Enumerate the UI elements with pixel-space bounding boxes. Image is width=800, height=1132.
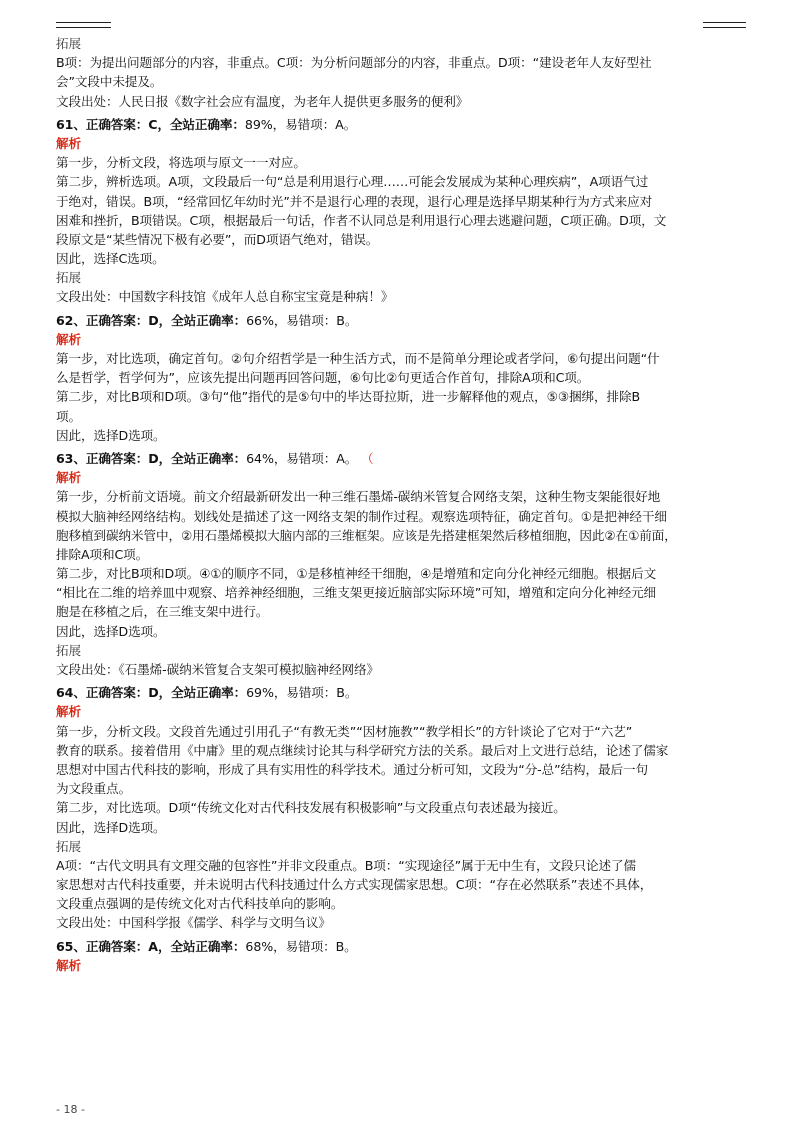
section-heading-analysis: 解析 bbox=[56, 135, 81, 151]
text-line: 家思想对古代科技重要，并未说明古代科技通过什么方式实现儒家思想。C项：“存在必然联系”表述不具体， bbox=[56, 877, 653, 893]
answer-number-label: 61、正确答案： bbox=[56, 116, 149, 132]
answer-line bbox=[56, 683, 746, 702]
annotation-mark: （ bbox=[367, 450, 374, 466]
text-line: 因此，选择D选项。 bbox=[56, 623, 166, 639]
accuracy-value: 69%，易错项：B。 bbox=[246, 685, 358, 701]
text-line: B项：为提出问题部分的内容，非重点。C项：为分析问题部分的内容，非重点。D项：“建设老年人友好型社 bbox=[56, 55, 652, 71]
text-line: 第一步，分析前文语境。前文介绍最新研发出一种三维石墨烯-碳纳米管复合网络支架，这种生物支架能很好地 bbox=[56, 489, 661, 505]
answer-number-label: 63、正确答案： bbox=[56, 450, 149, 466]
section-heading-analysis: 解析 bbox=[56, 470, 81, 486]
accuracy-label: 全站正确率： bbox=[171, 685, 247, 701]
answer-line bbox=[56, 115, 746, 134]
header-rule-right bbox=[703, 22, 746, 28]
text-line: 文段重点强调的是传统文化对古代科技单向的影响。 bbox=[56, 896, 344, 912]
accuracy-value: 89%，易错项：A。 bbox=[244, 116, 357, 132]
text-line: 胞是在移植之后，在三维支架中进行。 bbox=[56, 604, 269, 620]
answer-value: A， bbox=[148, 938, 171, 954]
text-line: 第一步，分析文段。文段首先通过引用孔子“有教无类”“因材施教”“教学相长”的方针谈论了它对于“六艺” bbox=[56, 723, 633, 739]
accuracy-label: 全站正确率： bbox=[171, 450, 247, 466]
text-line: “相比在二维的培养皿中观察、培养神经细胞，三维支架更接近脑部实际环境”可知，增殖和定向分化神经元细 bbox=[56, 585, 657, 601]
text-line: 第二步，对比B项和D项。④①的顺序不同，①是移植神经干细胞，④是增殖和定向分化神经元细胞。根据后文 bbox=[56, 566, 657, 582]
text-line: 思想对中国古代科技的影响，形成了具有实用性的科学技术。通过分析可知，文段为“分-总”结构，最后一句 bbox=[56, 761, 649, 777]
section-heading-extension: 拓展 bbox=[56, 36, 81, 51]
answer-number-label: 65、正确答案： bbox=[56, 938, 149, 954]
section-heading-analysis: 解析 bbox=[56, 957, 81, 973]
text-line: 教育的联系。接着借用《中庸》里的观点继续讨论其与科学研究方法的关系。最后对上文进行总结，论述了儒家 bbox=[56, 742, 669, 758]
answer-value: D， bbox=[148, 312, 172, 328]
accuracy-value: 68%，易错项：B。 bbox=[245, 938, 357, 954]
text-line: 因此，选择C选项。 bbox=[56, 251, 165, 267]
text-line: 因此，选择D选项。 bbox=[56, 427, 166, 443]
text-line: 第二步，对比选项。D项“传统文化对古代科技发展有积极影响”与文段重点句表述最为接近。 bbox=[56, 800, 566, 816]
answer-line bbox=[56, 937, 746, 956]
text-line: 因此，选择D选项。 bbox=[56, 819, 166, 835]
text-line: 文段出处：《石墨烯-碳纳米管复合支架可模拟脑神经网络》 bbox=[56, 662, 379, 677]
text-line: 困难和挫折，B项错误。C项，根据最后一句话，作者不认同总是利用退行心理去逃避问题，C项正确。D项，文 bbox=[56, 212, 667, 228]
accuracy-label: 全站正确率： bbox=[170, 938, 246, 954]
text-line: 排除A项和C项。 bbox=[56, 546, 149, 562]
accuracy-label: 全站正确率： bbox=[169, 116, 245, 132]
accuracy-label: 全站正确率： bbox=[171, 312, 247, 328]
text-line: 文段出处：人民日报《数字社会应有温度，为老年人提供更多服务的便利》 bbox=[56, 93, 469, 109]
text-line: 第二步，辨析选项。A项，文段最后一句“总是利用退行心理……可能会发展成为某种心理疾病”，A项语气过 bbox=[56, 174, 649, 190]
text-line: 模拟大脑神经网络结构。划线处是描述了这一网络支架的制作过程。观察选项特征，确定首句。①是把神经干细 bbox=[56, 508, 667, 524]
text-line: 第一步，分析文段，将选项与原文一一对应。 bbox=[56, 155, 306, 171]
answer-value: D， bbox=[148, 450, 172, 466]
answer-number-label: 62、正确答案： bbox=[56, 312, 149, 328]
answer-value: C， bbox=[148, 116, 170, 132]
text-line: 文段出处：中国数字科技馆《成年人总自称宝宝竟是种病！》 bbox=[56, 289, 394, 305]
text-line: 项。 bbox=[56, 408, 81, 424]
accuracy-value: 66%，易错项：B。 bbox=[246, 312, 358, 328]
text-line: 段原文是“某些情况下极有必要”，而D项语气绝对，错误。 bbox=[56, 231, 379, 247]
text-line: 为文段重点。 bbox=[56, 781, 131, 797]
text-line: A项：“古代文明具有文理交融的包容性”并非文段重点。B项：“实现途径”属于无中生有，文段只论述了儒 bbox=[56, 857, 636, 873]
text-line: 么是哲学，哲学何为”，应该先提出问题再回答问题，⑥句比②句更适合作首句，排除A项和C项。 bbox=[56, 370, 590, 386]
page-number: - 18 - bbox=[56, 1103, 85, 1116]
text-line: 于绝对，错误。B项，“经常回忆年幼时光”并不是退行心理的表现，退行心理是选择早期某种行为方式来应对 bbox=[56, 193, 653, 209]
answer-line bbox=[56, 311, 746, 330]
answer-value: D， bbox=[148, 685, 172, 701]
text-line: 第二步，对比B项和D项。③句“他”指代的是⑤句中的毕达哥拉斯，进一步解释他的观点，⑤③捆绑，排除B bbox=[56, 389, 641, 405]
text-line: 文段出处：中国科学报《儒学、科学与文明刍议》 bbox=[56, 915, 331, 931]
page-content bbox=[56, 34, 746, 975]
text-line: 胞移植到碳纳米管中，②用石墨烯模拟大脑内部的三维框架。应该是先搭建框架然后移植细胞，因此②在①前面， bbox=[56, 527, 677, 543]
header-rule-left bbox=[56, 22, 111, 28]
section-heading-extension: 拓展 bbox=[56, 642, 81, 658]
text-line: 第一步，对比选项，确定首句。②句介绍哲学是一种生活方式，而不是简单分理论或者学问，⑥句提出问题“什 bbox=[56, 351, 660, 366]
answer-number-label: 64、正确答案： bbox=[56, 685, 149, 701]
section-heading-analysis: 解析 bbox=[56, 331, 81, 347]
answer-line bbox=[56, 449, 746, 468]
section-heading-extension: 拓展 bbox=[56, 270, 81, 286]
section-heading-analysis: 解析 bbox=[56, 704, 81, 720]
section-heading-extension: 拓展 bbox=[56, 838, 81, 854]
text-line: 会”文段中未提及。 bbox=[56, 74, 163, 90]
accuracy-value: 64%，易错项：A。 bbox=[246, 450, 358, 466]
